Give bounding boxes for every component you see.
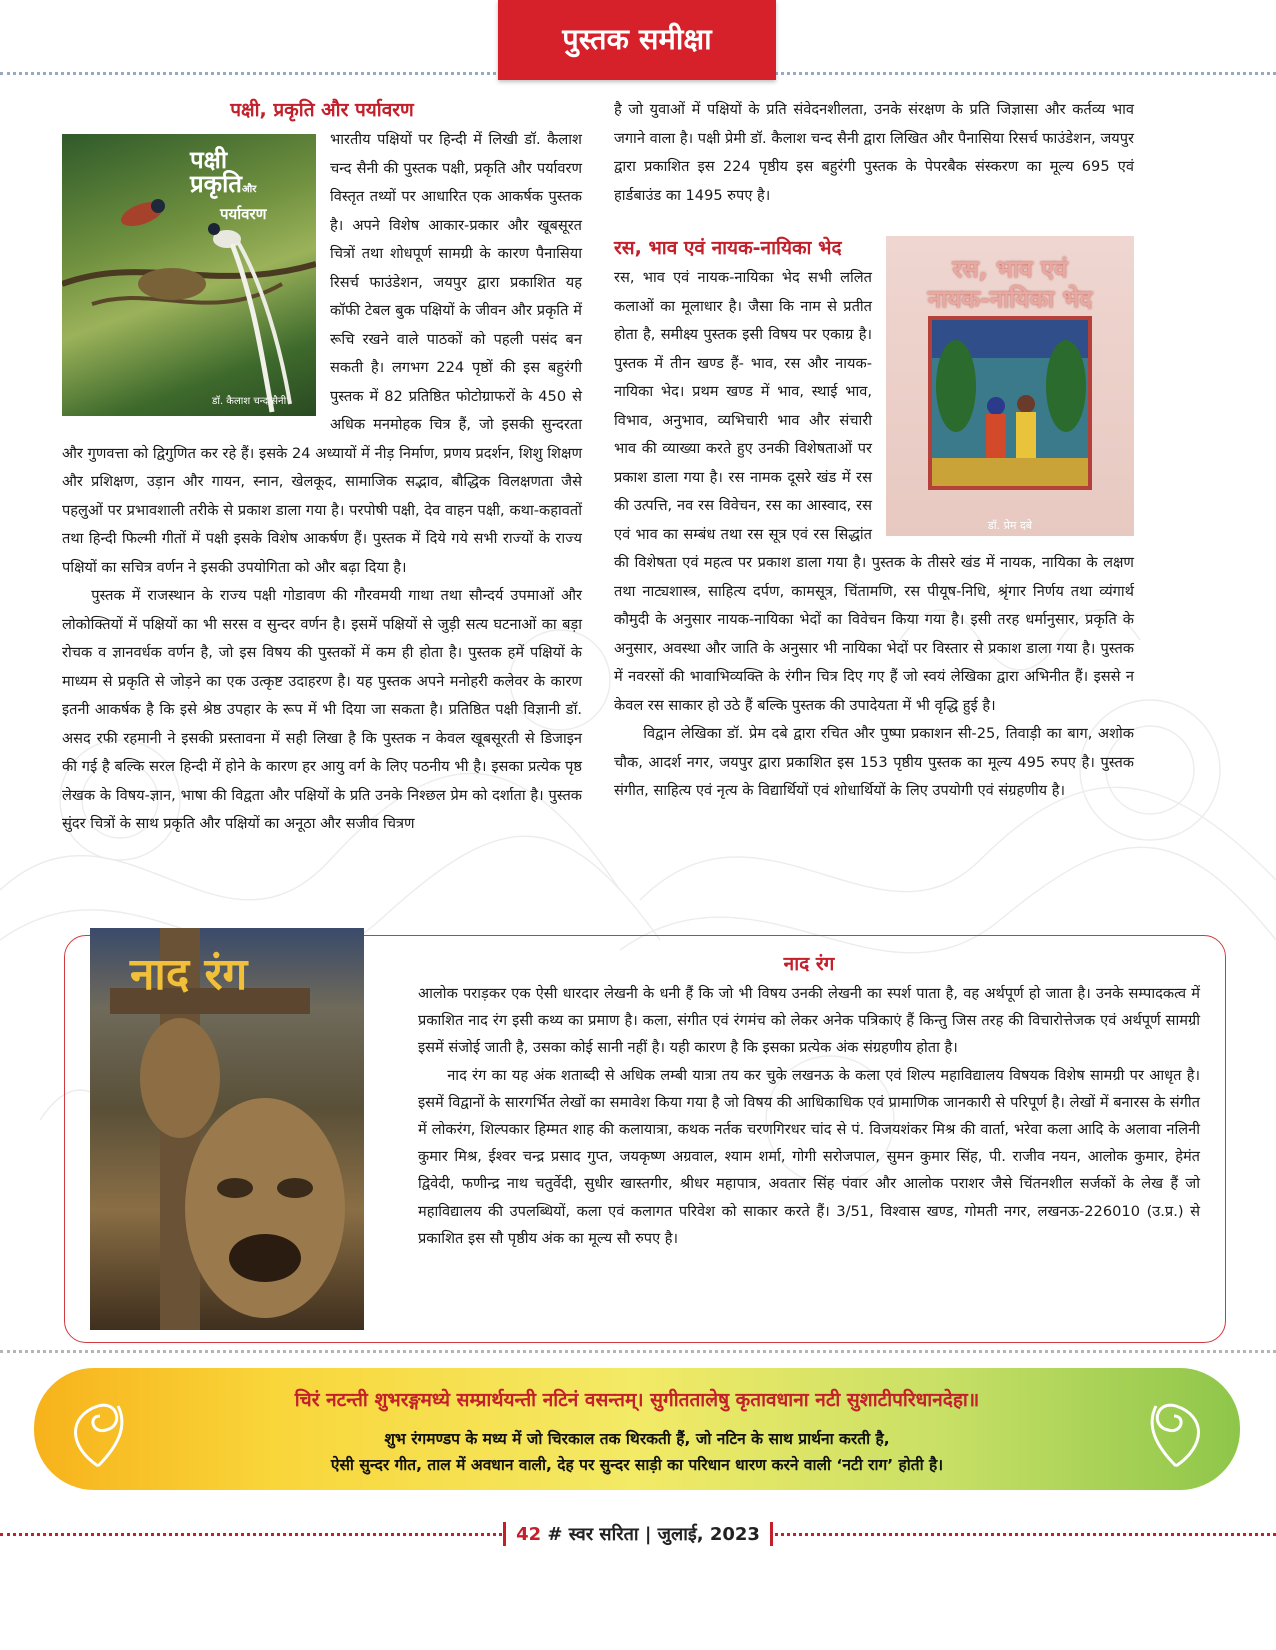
section-header	[498, 0, 776, 80]
right-ornament-icon	[1136, 1386, 1216, 1472]
review1-para2: पुस्तक में राजस्थान के राज्य पक्षी गोडावण की गौरवमयी गाथा तथा सौन्दर्य उपमाओं और लोकोक्तियों में पक्षियों का भी सरस व सुन्दर वर्णन है। इसमें पक्षियों से जुड़ी सत्य घटनाओं का बड़ा रोचक व ज्ञानवर्धक वर्णन है, जो इस विषय की पुस्तकों में कम ही होता है। पुस्तक हमें पक्षियों के माध्यम से प्रकृति से जोड़ने का एक उत्कृष्ट उदाहरण है। यह पुस्तक अपने मनोहरी कलेवर के कारण इतनी आकर्षक है कि इसे श्रेष्ठ उपहार के रूप में भी दिया जा सकता है। प्रतिष्ठित पक्षी विज्ञानी डॉ. असद रफी रहमानी ने इसकी प्रस्तावना में सही लिखा है कि पुस्तक न केवल खूबसूरती से डिजाइन की गई है बल्कि सरल हिन्दी में होने के कारण हर आयु वर्ग के लिए पठनीय भी है। इसका प्रत्येक पृष्ठ लेखक के विषय-ज्ञान, भाषा की विद्वता और पक्षियों के प्रति उनके निश्छल प्रेम को दर्शाता है। पुस्तक सुंदर चित्रों के साथ प्रकृति और पक्षियों का अनूठा और सजीव चित्रण	[62, 587, 582, 832]
cover-title-line2: प्रकृति	[190, 170, 242, 198]
hindi-translation-line1: शुभ रंगमण्डप के मध्य में जो चिरकाल तक थिरकती हैं, जो नटिन के साथ प्रार्थना करती है,	[384, 1430, 890, 1448]
review1-book-cover	[62, 134, 316, 416]
review2-title: रस, भाव एवं नायक-नायिका भेद	[614, 237, 842, 259]
mid-divider	[0, 1350, 1276, 1353]
sanskrit-verse: चिरं नटन्ती शुभरङ्गमध्ये सम्प्रार्थयन्ती नटिनं वसन्तम्। सुगीततालेषु कृतावधाना नटी सुशाटीपरिधानदेहा॥	[294, 1389, 980, 1411]
cover-author: डॉ. कैलाश चन्द सैनी	[212, 396, 287, 407]
section-title: पुस्तक समीक्षा	[562, 22, 712, 56]
issue-date: जुलाई, 2023	[657, 1524, 760, 1545]
review3-para2: नाद रंग का यह अंक शताब्दी से अधिक लम्बी यात्रा तय कर चुके लखनऊ के कला एवं शिल्प महाविद्यालय विषयक विशेष सामग्री पर आधृत है। इसमें विद्वानों के सारगर्भित लेखों का समावेश किया गया है जो विषय की आधिकाधिक एवं प्रामाणिक जानकारी से परिपूर्ण है। लेखों में बनारस के संगीत में लोकरंग, शिल्पकार हिम्मत शाह की कलायात्रा, कथक नर्तक चरणगिरधर चांद से पं. विजयशंकर मिश्र की वार्ता, भरेवा कला आदि के अलावा नलिनी कुमार मिश्र, ईश्वर चन्द्र प्रसाद गुप्त, जयकृष्ण अग्रवाल, श्याम शर्मा, गोगी सरोजपाल, सुमन कुमार सिंह, पी. राजीव नयन, आलोक कुमार, हेमंत द्विवेदी, फणीन्द्र नाथ चतुर्वेदी, सुधीर खास्तगीर, श्रीधर महापात्र, अवतार सिंह पंवार और आलोक पराशर जैसे चिंतनशील सर्जकों के लेख हैं जो महाविद्यालय की उपलब्धियों, कला एवं कलागत परिवेश को साकार करते हैं। 3/51, विश्वास खण्ड, गोमती नगर, लखनऊ-226010 (उ.प्र.) से प्रकाशित इस सौ पृष्ठीय अंक का मूल्य सौ रुपए है।	[418, 1066, 1200, 1247]
review3-title: नाद रंग	[783, 953, 835, 975]
cover-title-line1: पक्षी	[190, 146, 228, 174]
hindi-translation-line2: ऐसी सुन्दर गीत, ताल में अवधान वाली, देह पर सुन्दर साड़ी का परिधान धारण करने वाली ‘नटी राग’ होती है।	[330, 1456, 944, 1474]
review1-intro: भारतीय पक्षियों पर हिन्दी में लिखी डॉ. कैलाश चन्द सैनी की पुस्तक पक्षी, प्रकृति और पर्यावरण विस्तृत तथ्यों पर आधारित एक आकर्षक पुस्तक है। अपने विशेष आकार-प्रकार और खूबसूरत चित्रों तथा शोधपूर्ण सामग्री के कारण पैनासिया रिसर्च फाउंडेशन, जयपुर द्वारा प्रकाशित यह कॉफी टेबल बुक पक्षियों के जीवन और प्रकृति में रूचि रखने वाले पाठकों को पहली पसंद बन सकती है। लगभग 224 पृष्ठों की इस बहुरंगी पुस्तक में 82 प्रतिष्ठित फोटोग्राफरों के 450 से अधिक मनमोहक चित्र हैं, जो इसकी सुन्दरता और गुणवत्ता को द्विगुणित कर रहे हैं। इसके 24 अध्यायों में नीड़ निर्माण, प्रणय प्रदर्शन, शिशु शिक्षण और प्रशिक्षण, उड़ान और गायन, स्नान, खेलकूद, सामाजिक सद्भाव, बौद्धिक विलक्षणता जैसे पहलुओं पर प्रभावशाली तरीके से प्रकाश डाला गया है। परपोषी पक्षी, देव वाहन पक्षी, कथा-कहावतों तथा हिन्दी फिल्मी गीतों में पक्षी इसके विशेष आकर्षण हैं। पुस्तक में दिये गये सभी राज्यों के राज्य पक्षियों का सचित्र वर्णन ने इसकी उपयोगिता को और बढ़ा दिया है।	[62, 131, 582, 576]
cover2-title-line2: नायक-नायिका भेद	[927, 285, 1093, 313]
review3-magazine-cover	[90, 928, 364, 1330]
cover2-author: डॉ. प्रेम दबे	[987, 519, 1033, 532]
cover-title-line3: पर्यावरण	[220, 205, 267, 223]
page-footer: 42 # स्वर सरिता | जुलाई, 2023	[0, 1522, 1276, 1558]
review2-para1: रस, भाव एवं नायक-नायिका भेद सभी ललित कलाओं का मूलाधार है। जैसा कि नाम से प्रतीत होता है, समीक्ष्य पुस्तक इसी विषय पर एकाग्र है। पुस्तक में तीन खण्ड हैं- भाव, रस और नायक-नायिका भेद। प्रथम खण्ड में भाव, स्थाई भाव, विभाव, अनुभाव, व्यभिचारी भाव और संचारी भाव की व्याख्या करते हुए उनकी विशेषताओं पर प्रकाश डाला गया है। रस नामक दूसरे खंड में रस की उत्पत्ति, नव रस विवेचन, रस का आस्वाद, रस एवं भाव का सम्बंध तथा रस सूत्र एवं रस सिद्धांत की विशेषता एवं महत्व पर प्रकाश डाला गया है। पुस्तक के तीसरे खंड में नायक, नायिका के लक्षण तथा नाट्यशास्त्र, साहित्य दर्पण, कामसूत्र, चिंतामणि, रस पीयूष-निधि, श्रृंगार निर्णय तथा व्यंगार्थ कौमुदी के अनुसार नायक-नायिका भेदों का विवेचन किया गया है। इसी तरह धर्मानुसार, प्रकृति के अनुसार, अवस्था और जाति के अनुसार भी नायिका भेदों पर विस्तार से प्रकाश डाला गया है। पुस्तक में नवरसों की भावाभिव्यक्ति के रंगीन चित्र दिए गए हैं जो स्वयं लेखिका द्वारा अभिनीत हैं। इससे न केवल रस साकार हो उठे हैं बल्कि पुस्तक की उपादेयता में भी वृद्धि हुई है।	[614, 269, 1134, 714]
magazine-name: # स्वर सरिता	[547, 1524, 639, 1545]
review2-para2: विद्वान लेखिका डॉ. प्रेम दबे द्वारा रचित और पुष्पा प्रकाशन सी-25, तिवाड़ी का बाग, अशोक चौक, आदर्श नगर, जयपुर द्वारा प्रकाशित इस 153 पृष्ठीय पुस्तक का मूल्य 495 रुपए है। पुस्तक संगीत, साहित्य एवं नृत्य के विद्यार्थियों एवं शोधार्थियों के लिए उपयोगी एवं संग्रहणीय है।	[614, 725, 1134, 799]
review2-column	[614, 96, 1134, 806]
review2-book-cover	[886, 236, 1134, 536]
painting-illustration	[886, 236, 1134, 536]
bird-illustration	[62, 134, 316, 416]
left-ornament-icon	[58, 1386, 138, 1472]
review3-para1: आलोक पराड़कर एक ऐसी धारदार लेखनी के धनी हैं कि जो भी विषय उनकी लेखनी का स्पर्श पाता है, वह अर्थपूर्ण हो जाता है। उनके सम्पादकत्व में प्रकाशित नाद रंग इसी कथ्य का प्रमाण है। कला, संगीत एवं रंगमंच को लेकर अनेक पत्रिकाएं हैं किन्तु जिस तरह की विचारोत्तेजक एवं अर्थपूर्ण सामग्री इसमें संजोई जाती है, उसका कोई सानी नहीं है। यही कारण है कि इसका प्रत्येक अंक संग्रहणीय होता है।	[418, 985, 1200, 1057]
cover2-title-line1: रस, भाव एवं	[952, 255, 1068, 283]
review1-continuation: है जो युवाओं में पक्षियों के प्रति संवेदनशीलता, उनके संरक्षण के प्रति जिज्ञासा और कर्तव्य भाव जगाने वाला है। पक्षी प्रेमी डॉ. कैलाश चन्द सैनी द्वारा लिखित और पैनासिया रिसर्च फाउंडेशन, जयपुर द्वारा प्रकाशित इस 224 पृष्ठीय इस बहुरंगी पुस्तक के पेपरबैक संस्करण का मूल्य 695 एवं हार्डबाउंड का 1495 रुपए है।	[614, 101, 1134, 204]
review1-title: पक्षी, प्रकृति और पर्यावरण	[230, 99, 414, 121]
page-number: 42	[516, 1524, 542, 1545]
review3-column	[418, 948, 1200, 1252]
cover-title-small: और	[241, 184, 257, 195]
verse-banner	[34, 1368, 1240, 1490]
review1-column	[62, 94, 582, 839]
cover3-title: नाद रंग	[130, 949, 248, 1000]
